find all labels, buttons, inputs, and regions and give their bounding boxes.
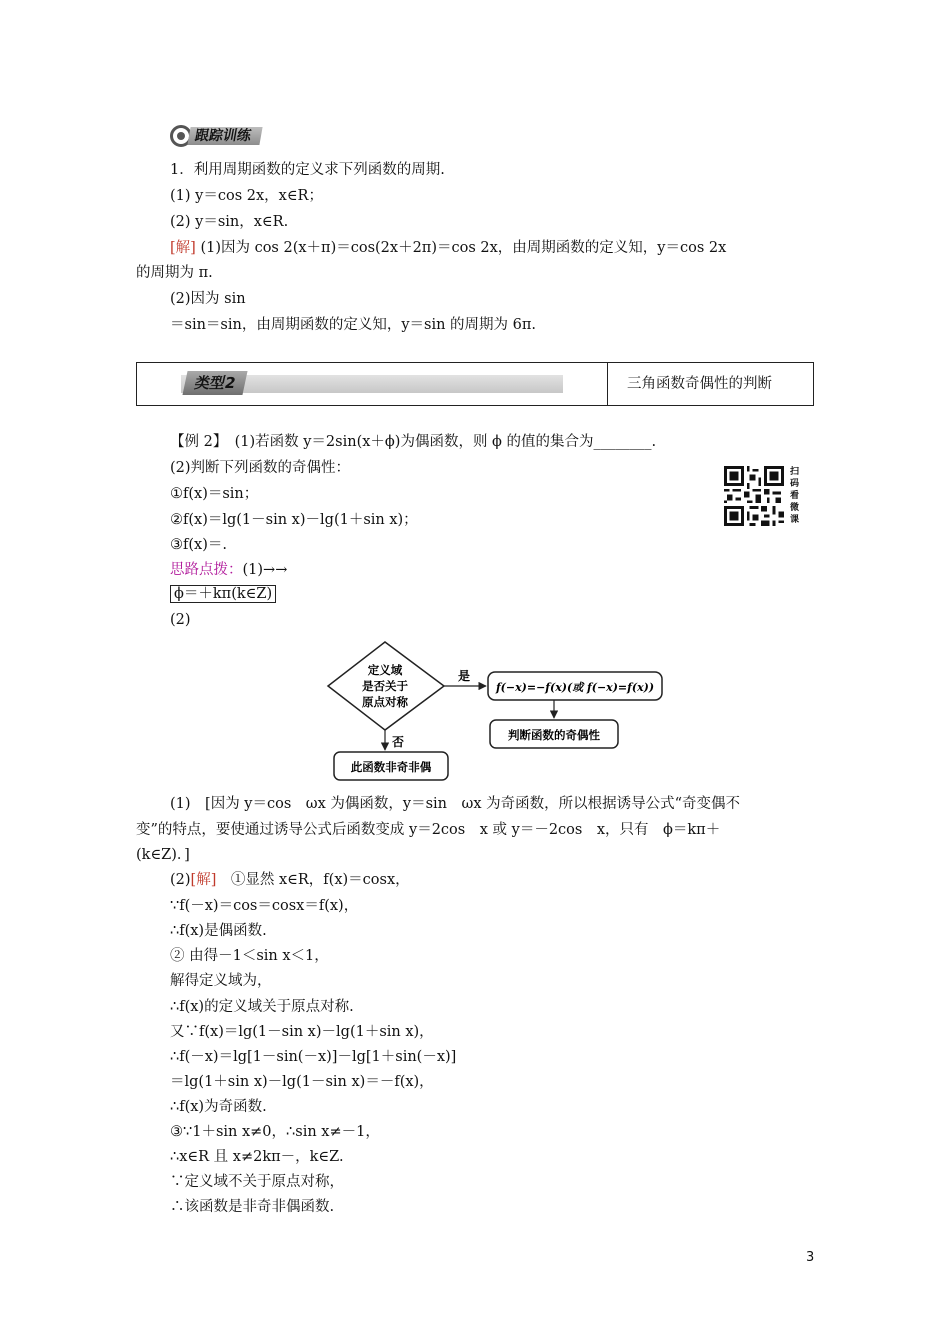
answer2-line1 <box>170 870 410 890</box>
diamond-text-3: 原点对称 <box>362 695 408 709</box>
answer2-line10: ∴f(x)为奇函数. <box>170 1099 267 1115</box>
hint-text: (1)→→ <box>242 562 288 578</box>
diamond-text-2: 是否关于 <box>362 679 408 693</box>
section-badge-label: 跟踪训练 <box>187 127 262 145</box>
flowchart <box>320 636 670 786</box>
answer2-line11: ③∵1＋sin x≠0，∴sin x≠－1， <box>170 1124 380 1140</box>
answer1-line3: (k∈Z)．] <box>136 847 190 863</box>
type-tag: 类型2 <box>182 371 248 395</box>
hint-boxed-formula: ϕ＝＋kπ(k∈Z) <box>170 585 276 603</box>
answer2-tag: [解] <box>190 872 217 888</box>
answer2-line14: ∴该函数是非奇非偶函数. <box>170 1199 335 1215</box>
answer2-line8: ∴f(－x)＝lg[1－sin(－x)]－lg[1＋sin(－x)] <box>170 1049 457 1065</box>
example2-q1-text: (1)若函数 y＝2sin(x＋ϕ)为偶函数，则 ϕ 的值的集合为________. <box>234 434 657 450</box>
problem1-item2: (2) y＝sin，x∈R. <box>170 214 289 230</box>
condition-text: f(−x)=−f(x)(或 f(−x)=f(x)) <box>495 681 655 694</box>
solution1-text: (1)因为 cos 2(x＋π)＝cos(2x＋2π)＝cos 2x，由周期函数的定义知，y＝cos 2x <box>200 240 727 256</box>
yes-label: 是 <box>458 669 471 683</box>
problem1-solution1 <box>170 238 726 258</box>
example2-f3: ③f(x)＝. <box>170 537 227 553</box>
answer2-line2: ∵f(－x)＝cos＝cosx＝f(x)， <box>170 898 359 914</box>
page-number: 3 <box>806 1250 815 1265</box>
section-badge <box>170 124 288 148</box>
answer2-prefix: (2) <box>170 872 191 888</box>
problem1-solution1-cont: 的周期为 π. <box>136 265 213 281</box>
neither-text: 此函数非奇非偶 <box>350 760 432 774</box>
no-label: 否 <box>392 735 405 749</box>
qr-code-icon <box>724 466 784 526</box>
type-header-divider <box>607 363 608 405</box>
type-title: 三角函数奇偶性的判断 <box>627 376 772 392</box>
hint-line <box>170 560 287 580</box>
answer2-line5: 解得定义域为， <box>170 973 272 989</box>
problem1-solution2-cont: ＝sin＝sin，由周期函数的定义知，y＝sin 的周期为 6π. <box>170 317 537 333</box>
answer1-line2: 变”的特点，要使通过诱导公式后函数变成 y＝2cos x 或 y＝－2cos x，只有 ϕ＝kπ＋ <box>136 822 721 838</box>
diamond-text-1: 定义域 <box>367 663 403 677</box>
solution-tag: [解] <box>170 240 196 256</box>
answer1-line1: (1) [因为 y＝cos ωx 为偶函数，y＝sin ωx 为奇函数，所以根据诱导公式“奇变偶不 <box>170 796 741 812</box>
answer2-line9: ＝lg(1＋sin x)－lg(1－sin x)＝－f(x)， <box>170 1074 434 1090</box>
hint-label: 思路点拨： <box>170 562 243 578</box>
answer2-line12: ∴x∈R 且 x≠2kπ－，k∈Z. <box>170 1149 344 1165</box>
answer2-line4: ② 由得－1＜sin x＜1， <box>170 948 329 964</box>
type-header <box>136 362 814 406</box>
qr-caption: 扫码看微课 <box>790 467 800 525</box>
example2-f1: ①f(x)＝sin； <box>170 486 259 502</box>
problem1-item1: (1) y＝cos 2x，x∈R； <box>170 188 323 204</box>
example2-q2: (2)判断下列函数的奇偶性： <box>170 460 351 476</box>
judge-text: 判断函数的奇偶性 <box>508 728 600 742</box>
hint-boxed-line <box>170 584 276 604</box>
problem1-solution2: (2)因为 sin <box>170 291 246 307</box>
problem1-stem: 1．利用周期函数的定义求下列函数的周期. <box>170 162 445 178</box>
answer2-line3: ∴f(x)是偶函数. <box>170 923 267 939</box>
answer2-line1-text: ①显然 x∈R，f(x)＝cosx， <box>230 872 410 888</box>
hint2-label: (2) <box>170 612 191 628</box>
example2-q1 <box>170 432 656 452</box>
answer2-line13: ∵定义域不关于原点对称， <box>170 1174 344 1190</box>
answer2-line7: 又∵f(x)＝lg(1－sin x)－lg(1＋sin x)， <box>170 1024 434 1040</box>
example2-label: 【例 2】 <box>170 434 221 450</box>
example2-f2: ②f(x)＝lg(1－sin x)－lg(1＋sin x)； <box>170 512 418 528</box>
answer2-line6: ∴f(x)的定义域关于原点对称. <box>170 999 354 1015</box>
